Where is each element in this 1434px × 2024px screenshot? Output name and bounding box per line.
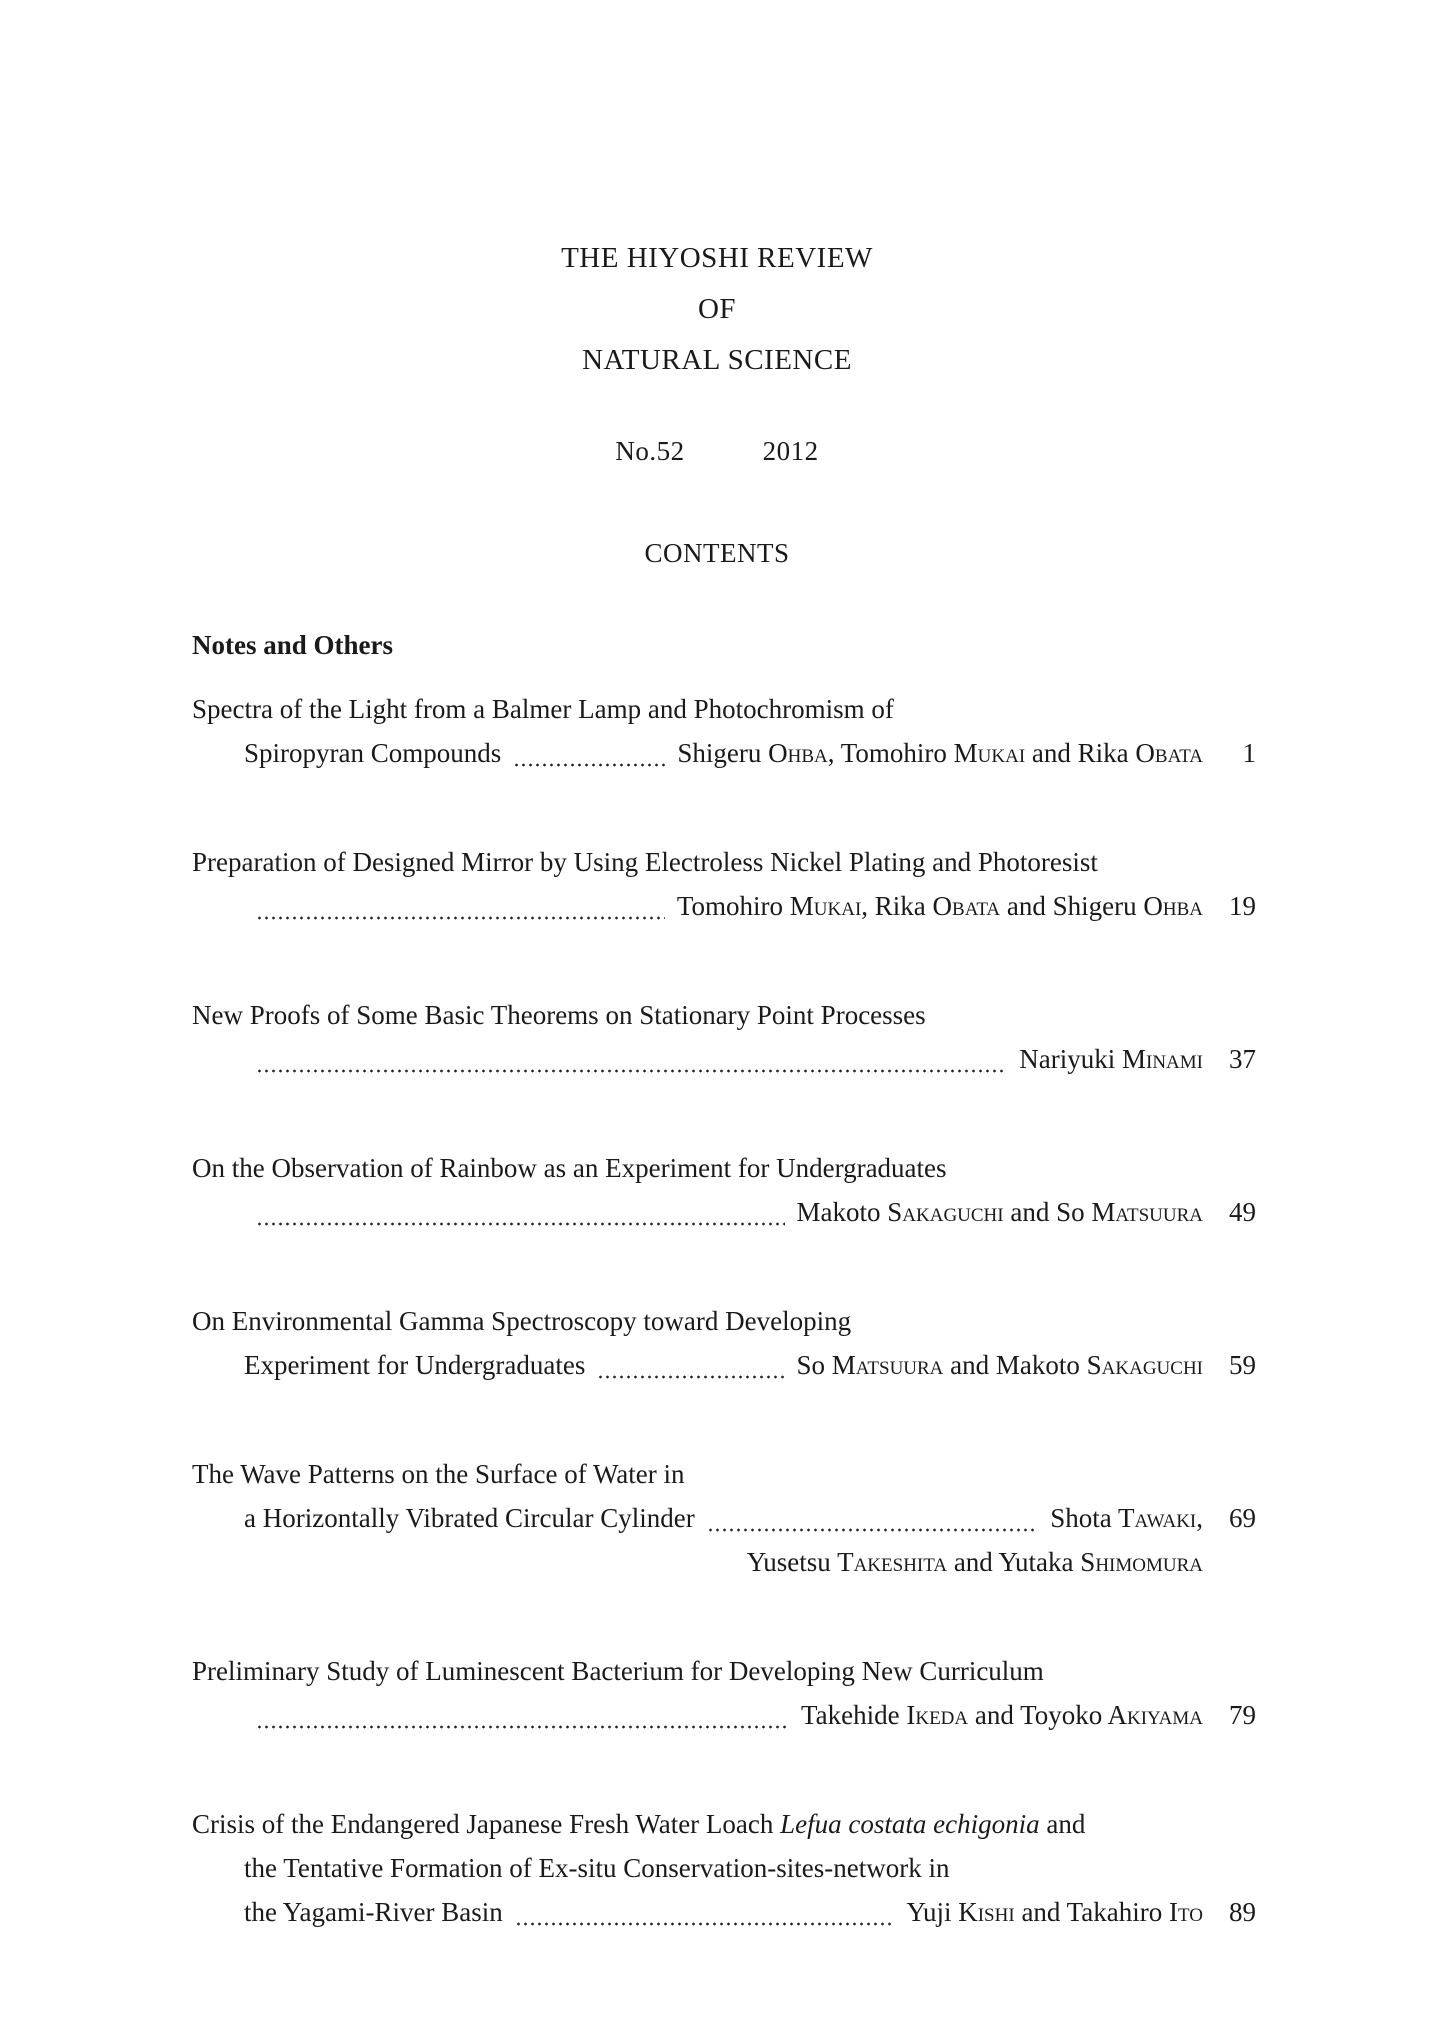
author-text: and Toyoko <box>968 1700 1108 1730</box>
toc-line <box>192 1897 1256 1941</box>
entry-title-text: Experiment for Undergraduates <box>244 1350 586 1380</box>
author-surname-smallcaps: bata <box>1154 738 1203 768</box>
author-surname-smallcaps: keda <box>915 1700 969 1730</box>
author-text: and Shigeru <box>1000 891 1144 921</box>
author-text: O <box>1135 738 1155 768</box>
dot-leader <box>513 763 665 767</box>
toc-line <box>192 1700 1256 1744</box>
toc-line <box>192 738 1256 782</box>
author-text: , <box>1196 1503 1203 1533</box>
author-text: M <box>1121 1044 1146 1074</box>
species-name: Lefua costata echigonia <box>780 1809 1040 1839</box>
author-surname-smallcaps: bata <box>952 891 1001 921</box>
toc-line <box>192 1306 1256 1350</box>
author-text: Takehide <box>801 1700 907 1730</box>
author-surname-smallcaps: awaki <box>1134 1503 1197 1533</box>
author-text: and Takahiro <box>1014 1897 1170 1927</box>
entry-authors <box>801 1700 1203 1731</box>
toc-line <box>192 1853 1256 1897</box>
author-text: So <box>796 1350 832 1380</box>
toc-line <box>192 1197 1256 1241</box>
author-surname-smallcaps: akaguchi <box>902 1197 1004 1227</box>
entry-title-text: The Wave Patterns on the Surface of Water in <box>192 1459 685 1489</box>
dot-leader <box>597 1375 784 1379</box>
author-text: I <box>906 1700 916 1730</box>
entry-title-text: Preliminary Study of Luminescent Bacterium for Developing New Curriculum <box>192 1656 1044 1686</box>
dot-leader <box>256 1222 785 1226</box>
dot-leader <box>707 1528 1038 1532</box>
author-surname-smallcaps: akaguchi <box>1101 1350 1203 1380</box>
toc-line <box>192 1809 1256 1853</box>
entry-authors <box>1019 1044 1203 1075</box>
author-text: T <box>1117 1503 1135 1533</box>
author-surname-smallcaps: hba <box>787 738 828 768</box>
author-text: Nariyuki <box>1019 1044 1122 1074</box>
entry-title-text: a Horizontally Vibrated Circular Cylinder <box>244 1503 695 1533</box>
toc-line <box>192 1044 1256 1088</box>
author-text: M <box>953 738 978 768</box>
section-heading: Notes and Others <box>192 630 393 660</box>
entry-title-text: Crisis of the Endangered Japanese Fresh Water Loach <box>192 1809 781 1839</box>
page-number: 69 <box>1229 1503 1256 1533</box>
author-surname-smallcaps: akeshita <box>853 1547 948 1577</box>
author-text: and So <box>1003 1197 1092 1227</box>
page-number: 49 <box>1229 1197 1256 1227</box>
issue-number: No.52 <box>615 436 685 466</box>
page-number: 1 <box>1242 738 1256 768</box>
journal-title-line-1: THE HIYOSHI REVIEW <box>561 242 873 274</box>
toc-entry <box>192 1153 1256 1241</box>
contents-heading: CONTENTS <box>644 538 790 568</box>
author-text: , Rika <box>861 891 933 921</box>
author-surname-smallcaps: to <box>1178 1897 1203 1927</box>
toc-line <box>192 1459 1256 1503</box>
author-text: S <box>887 1197 903 1227</box>
page-number: 79 <box>1229 1700 1256 1730</box>
author-surname-smallcaps: himomura <box>1095 1547 1203 1577</box>
author-surname-smallcaps: hba <box>1162 891 1203 921</box>
table-of-contents <box>192 694 1256 2006</box>
entry-title-text: Spectra of the Light from a Balmer Lamp and Photochromism of <box>192 694 894 724</box>
toc-entry <box>192 1306 1256 1394</box>
author-surname-smallcaps: atsuura <box>1115 1197 1203 1227</box>
author-surname-smallcaps: kiyama <box>1127 1700 1203 1730</box>
author-text: M <box>789 891 814 921</box>
author-text: K <box>958 1897 978 1927</box>
author-text: Yuji <box>906 1897 959 1927</box>
toc-line <box>192 847 1256 891</box>
author-text: T <box>837 1547 854 1577</box>
author-surname-smallcaps: ukai <box>977 738 1026 768</box>
page-number: 89 <box>1229 1897 1256 1927</box>
page-number: 37 <box>1229 1044 1256 1074</box>
issue-year: 2012 <box>762 436 819 466</box>
author-surname-smallcaps: atsuura <box>855 1350 944 1380</box>
author-text: and Makoto <box>943 1350 1087 1380</box>
toc-line <box>192 1350 1256 1394</box>
author-text: Makoto <box>796 1197 888 1227</box>
journal-title-line-3: NATURAL SCIENCE <box>582 344 852 376</box>
toc-entry <box>192 1809 1256 1941</box>
toc-line <box>192 1153 1256 1197</box>
dot-leader <box>515 1922 895 1926</box>
page-number: 19 <box>1229 891 1256 921</box>
toc-entry <box>192 847 1256 935</box>
entry-authors <box>796 1350 1203 1381</box>
author-text: Shigeru <box>677 738 769 768</box>
journal-title-line-2: OF <box>697 293 737 325</box>
toc-line <box>192 1656 1256 1700</box>
entry-title-text: Spiropyran Compounds <box>244 738 502 768</box>
entry-authors <box>1050 1503 1203 1534</box>
author-text: O <box>768 738 788 768</box>
entry-title-text: New Proofs of Some Basic Theorems on Stationary Point Processes <box>192 1000 926 1030</box>
author-text: Tomohiro <box>676 891 790 921</box>
entry-title-text: the Yagami-River Basin <box>244 1897 503 1927</box>
author-text: Yusetsu <box>746 1547 838 1577</box>
toc-entry <box>192 694 1256 782</box>
toc-entry <box>192 1000 1256 1088</box>
entry-authors <box>677 738 1203 769</box>
entry-authors <box>906 1897 1203 1928</box>
entry-authors <box>747 1547 1203 1578</box>
author-text: M <box>1091 1197 1116 1227</box>
toc-line <box>192 1000 1256 1044</box>
page-number: 59 <box>1229 1350 1256 1380</box>
author-text: O <box>1143 891 1163 921</box>
entry-authors <box>797 1197 1204 1228</box>
entry-title-text: Preparation of Designed Mirror by Using Electroless Nickel Plating and Photoresist <box>192 847 1098 877</box>
dot-leader <box>256 1725 789 1729</box>
author-text: Shota <box>1050 1503 1118 1533</box>
author-text: S <box>1086 1350 1102 1380</box>
author-text: M <box>831 1350 856 1380</box>
toc-line <box>192 1547 1256 1591</box>
author-text: O <box>932 891 953 921</box>
entry-authors <box>677 891 1203 922</box>
entry-title-text: On the Observation of Rainbow as an Experiment for Undergraduates <box>192 1153 947 1183</box>
toc-line <box>192 891 1256 935</box>
toc-entry <box>192 1459 1256 1591</box>
author-surname-smallcaps: inami <box>1146 1044 1203 1074</box>
toc-entry <box>192 1656 1256 1744</box>
author-text: I <box>1169 1897 1179 1927</box>
author-surname-smallcaps: ishi <box>977 1897 1015 1927</box>
author-text: , Tomohiro <box>827 738 954 768</box>
issue-info <box>0 436 1434 467</box>
dot-leader <box>256 916 665 920</box>
author-text: S <box>1080 1547 1096 1577</box>
toc-line <box>192 694 1256 738</box>
author-text: and Yutaka <box>947 1547 1081 1577</box>
author-text: and Rika <box>1025 738 1136 768</box>
toc-line <box>192 1503 1256 1547</box>
entry-title-text: On Environmental Gamma Spectroscopy toward Developing <box>192 1306 852 1336</box>
entry-title-text: and <box>1039 1809 1086 1839</box>
author-text: A <box>1107 1700 1127 1730</box>
author-surname-smallcaps: ukai <box>813 891 862 921</box>
dot-leader <box>256 1069 1007 1073</box>
entry-title-text: the Tentative Formation of Ex-situ Conservation-sites-network in <box>244 1853 950 1883</box>
